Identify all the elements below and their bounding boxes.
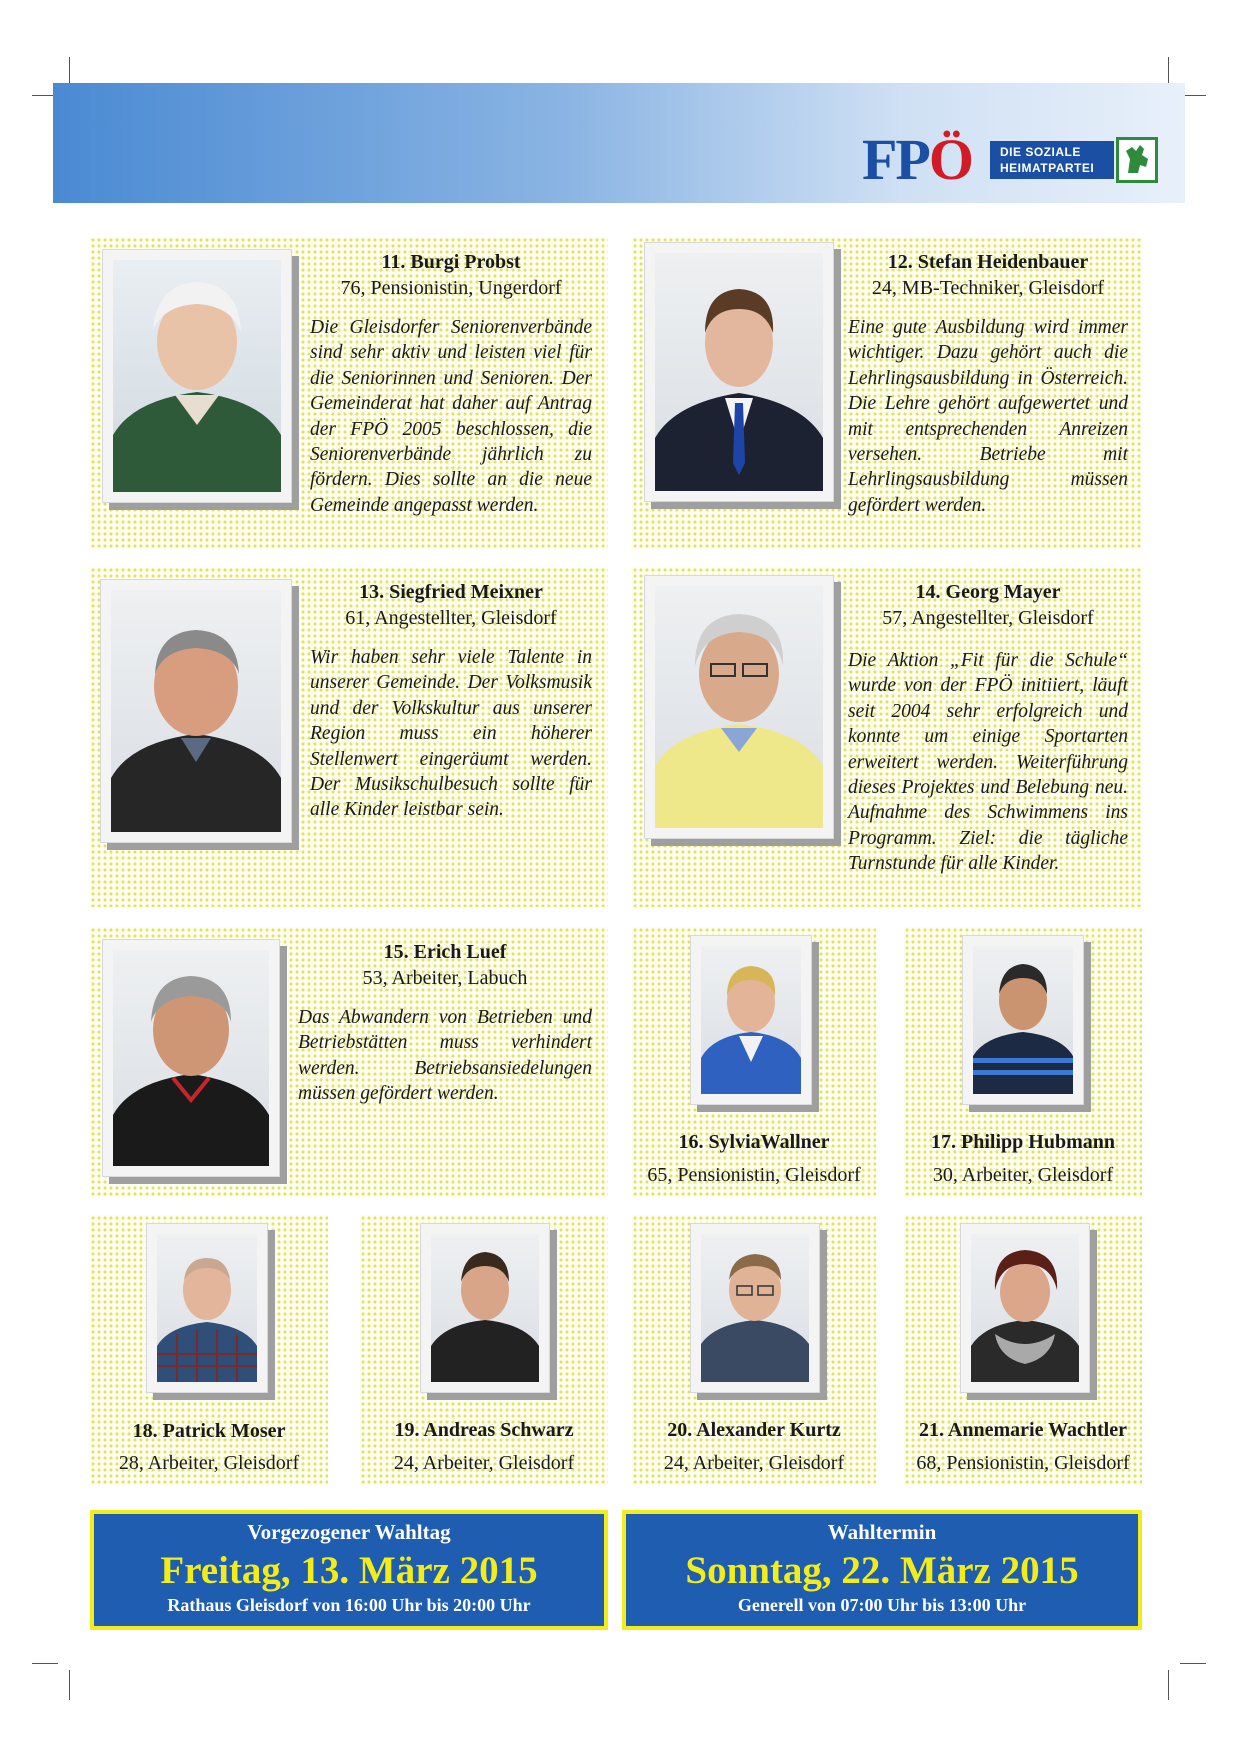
candidate-quote: Das Abwandern von Betrieben und Betriebstätten muss verhindert werden. Betriebsansiedelungen müssen gefördert werden. — [298, 1007, 592, 1105]
candidate-meta: 24, Arbeiter, Gleisdorf — [393, 1452, 575, 1474]
candidate-meta: 76, Pensionistin, Ungerdorf — [340, 277, 562, 299]
candidate-name: 20. Alexander Kurtz — [667, 1419, 841, 1441]
candidate-card-21 — [904, 1215, 1142, 1485]
logo-tagline — [990, 141, 1114, 179]
fpo-logo — [862, 127, 1157, 192]
candidate-card-11 — [90, 237, 608, 549]
candidate-photo — [100, 579, 292, 843]
candidate-card-20 — [632, 1215, 876, 1485]
candidate-meta: 30, Arbeiter, Gleisdorf — [932, 1164, 1114, 1186]
candidate-photo — [102, 939, 280, 1177]
crop-mark — [1168, 57, 1169, 85]
crop-mark — [69, 57, 70, 85]
candidate-card-13 — [90, 567, 608, 907]
candidate-quote: Die Aktion „Fit für die Schule“ wurde von der FPÖ initiiert, läuft seit 2004 sehr erfolgreich und konnte um einige Sportarten erweitert werden. Weiterführung dieses Projektes und Belebung neu. Aufnahme des Schwimmens ins Programm. Ziel: die tägliche Turnstunde für alle Kinder. — [848, 650, 1128, 875]
candidate-quote: Wir haben sehr viele Talente in unserer Gemeinde. Der Volksmusik und der Volkskultur aus unserer Region muss ein höherer Stellenwert eingeräumt werden. Der Musikschulbesuch sollte für alle Kinder leistbar sein. — [310, 647, 592, 821]
early-vote-detail: Rathaus Gleisdorf von 16:00 Uhr bis 20:00 Uhr — [167, 1595, 531, 1615]
candidate-name: 18. Patrick Moser — [132, 1420, 286, 1442]
candidate-card-16 — [632, 927, 876, 1197]
candidate-card-12 — [632, 237, 1142, 549]
candidate-meta: 57, Angestellter, Gleisdorf — [882, 607, 1094, 629]
logo-tagline-1: DIE SOZIALE — [1000, 145, 1081, 159]
candidate-card-14 — [632, 567, 1142, 907]
candidate-quote: Die Gleisdorfer Seniorenverbände sind sehr aktiv und leisten viel für die Seniorinnen und Senioren. Der Gemeinderat hat daher auf Antrag der FPÖ 2005 beschlossen, die Seniorenverbände jährlich zu fördern. Dies sollte an die neue Gemeinde angepasst werden. — [310, 317, 592, 516]
crop-mark — [1180, 1663, 1206, 1664]
candidate-name: 11. Burgi Probst — [381, 251, 521, 273]
election-day-date: Sonntag, 22. März 2015 — [685, 1549, 1079, 1592]
candidate-quote: Eine gute Ausbildung wird immer wichtiger. Dazu gehört auch die Lehrlingsausbildung in Österreich. Die Lehre gehört aufgewertet und mit entsprechenden Anreizen versehen. Betriebe mit Lehrlingsausbildung müssen gefördert werden. — [848, 317, 1128, 516]
logo-tagline-2: HEIMATPARTEI — [1000, 161, 1095, 175]
candidate-photo — [690, 1223, 820, 1393]
candidate-meta: 65, Pensionistin, Gleisdorf — [647, 1164, 861, 1186]
early-vote-date: Freitag, 13. März 2015 — [160, 1549, 538, 1592]
candidate-name: 12. Stefan Heidenbauer — [887, 251, 1089, 273]
candidate-name: 14. Georg Mayer — [915, 581, 1061, 603]
candidate-meta: 24, MB-Techniker, Gleisdorf — [871, 277, 1105, 299]
candidate-photo — [960, 1223, 1090, 1393]
candidate-meta: 24, Arbeiter, Gleisdorf — [663, 1452, 845, 1474]
logo-wordmark: FPÖ — [862, 127, 972, 192]
candidate-meta: 53, Arbeiter, Labuch — [362, 967, 528, 989]
candidate-photo — [644, 575, 834, 839]
crop-mark — [69, 1670, 70, 1700]
crop-mark — [32, 1663, 58, 1664]
candidate-name: 19. Andreas Schwarz — [394, 1419, 574, 1441]
candidate-name: 21. Annemarie Wachtler — [919, 1419, 1127, 1441]
early-vote-label: Vorgezogener Wahltag — [247, 1520, 451, 1544]
candidate-photo — [420, 1223, 550, 1393]
candidate-card-18 — [90, 1215, 328, 1485]
candidate-card-15 — [90, 927, 608, 1197]
candidate-name: 15. Erich Luef — [383, 941, 507, 963]
crop-mark — [1168, 1670, 1169, 1700]
candidate-name: 17. Philipp Hubmann — [931, 1131, 1115, 1153]
election-day-box — [622, 1510, 1142, 1630]
candidate-card-19 — [360, 1215, 608, 1485]
candidate-photo — [102, 249, 292, 503]
candidate-photo — [962, 935, 1084, 1105]
candidate-meta: 28, Arbeiter, Gleisdorf — [118, 1452, 300, 1474]
candidate-card-17 — [904, 927, 1142, 1197]
candidate-meta: 61, Angestellter, Gleisdorf — [345, 607, 557, 629]
candidate-photo — [690, 935, 812, 1105]
candidate-name: 13. Siegfried Meixner — [359, 581, 543, 603]
election-day-detail: Generell von 07:00 Uhr bis 13:00 Uhr — [737, 1595, 1027, 1615]
candidate-meta: 68, Pensionistin, Gleisdorf — [916, 1452, 1130, 1474]
candidate-photo — [146, 1223, 268, 1393]
candidate-photo — [644, 242, 834, 502]
election-day-label: Wahltermin — [827, 1520, 937, 1544]
candidate-name: 16. SylviaWallner — [678, 1131, 830, 1153]
styria-crest-icon — [1116, 137, 1158, 183]
early-vote-box — [90, 1510, 608, 1630]
